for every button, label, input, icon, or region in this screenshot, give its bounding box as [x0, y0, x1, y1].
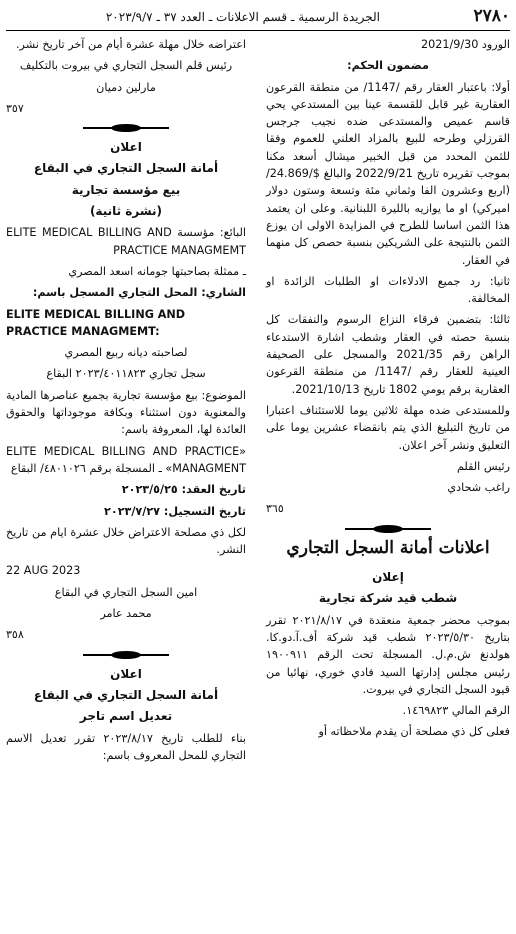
reference-number: ٣٥٧ [6, 101, 24, 115]
header-title: الجريدة الرسمية ـ قسم الاعلانات ـ العدد ٣٧ ـ ٢٠٢٣/٩/٧ [105, 10, 380, 24]
signature-name: راغب شحادي [447, 481, 510, 495]
left-column [6, 36, 246, 768]
continued-signature-name: مارلين دميان [96, 80, 156, 94]
establishment-name: «ELITE MEDICAL BILLING AND PRACTICE MANAGMENT» ـ المسجلة برقم ٤٨٠١٠٢٦/ البقاع [6, 444, 246, 475]
verdict-para-3: ثالثا: بتضمين فرقاء النزاع الرسوم والنفقات كل بنسبة حصته في العقار وشطب اشارة الاستدعاء الراهن رقم 2021/35 والمسجل على الصحيفة العينية للعقار رقم /1147/ من منطقة القرعون العقارية برقم يومي 1802 تاريخ 2021/10/13. [266, 313, 510, 396]
notice-subject: تعديل اسم تاجر [79, 709, 173, 724]
seller-representative: ـ ممثلة بصاحبتها جومانه اسعد المصري [68, 264, 246, 278]
notice-body: بناء للطلب تاريخ ٢٠٢٣/٨/١٧ تقرر تعديل الاسم التجاري للمحل المعروف باسم: [6, 731, 246, 762]
notice-label: اعلان [110, 666, 142, 681]
buyer-name: ELITE MEDICAL BILLING AND PRACTICE MANAGMEMT: [6, 307, 186, 338]
verdict-para-1: أولا: باعتبار العقار رقم /1147/ من منطقة القرعون العقارية غير قابل للقسمة عينا بين المستدعي يحي قاسم عميص والمستدعى ضده نجيب جرجس القرزلي وطرحه للبيع بالمزاد العلني للعموم وفقا للثمن المحدد من قبل الخبير ميشال أسعد مكنا بموجب تقريره تاريخ 2022/9/21 والبالغ $/24.869/ (اربع وعشرون الفا وثماني مئة وتسعة وستون دولار اميركي) او ما يوازيه بالليرة اللبنانية. وعلى ان يعتمد هذا الثمن اساسا للطرح في المزايدة الاولى ان يوزع الثمن بالنتيجة على الشريكين بنسبة حصص كل منهما في العقار. [266, 80, 511, 267]
objection-note: لكل ذي مصلحة الاعتراض خلال عشرة ايام من تاريخ النشر. [6, 525, 246, 557]
page-header [6, 6, 510, 28]
notice-body: بموجب محضر جمعية منعقدة في ٢٠٢١/٨/١٧ تقرر بتاريخ ٢٠٢٣/٥/٣٠ شطب قيد شركة أف.آ.دو.كا. هولدنغ ش.م.ل. المسجلة تحت الرقم ١٩٠٠٩١١ رئيس مجلس إدارتها السيد فادي خوري، نهائيا من قيود السجل التجاري في بيروت. [266, 613, 510, 696]
registration-date: تاريخ التسجيل: ٢٠٢٣/٧/٢٧ [104, 504, 246, 518]
notice-label: اعلان [110, 140, 142, 155]
buyer: الشاري: المحل التجاري المسجل باسم: [32, 286, 246, 300]
section-title: اعلانات أمانة السجل التجاري [286, 537, 490, 558]
signature-title: رئيس القلم [456, 459, 510, 473]
separator-ornament [345, 524, 431, 534]
separator-ornament [83, 123, 169, 133]
notice-subject: بيع مؤسسة تجارية [71, 182, 181, 197]
verdict-heading: مضمون الحكم: [347, 59, 429, 73]
registration: سجل تجاري ٢٠٢٣/٤٠١١٨٢٣ البقاع [46, 367, 206, 381]
right-column [266, 36, 510, 745]
contract-date: تاريخ العقد: ٢٠٢٣/٥/٢٥ [121, 483, 246, 497]
verdict-para-4: وللمستدعى ضده مهلة ثلاثين يوما للاستئناف اعتبارا من تاريخ التبليغ الذي يتم بانقضاء عشرين يوما على التعليق ونشر آخر اعلان. [266, 403, 510, 452]
reference-number: ٣٦٥ [266, 502, 284, 516]
notice-edition: (نشرة ثانية) [89, 204, 163, 219]
owner: لصاحبته ديانه ربيع المصري [64, 346, 188, 360]
arrival-date: الورود 2021/9/30 [420, 38, 510, 51]
separator-ornament [83, 650, 169, 660]
page-number: ٢٧٨٠ [473, 6, 510, 26]
notice-label: إعلان [372, 570, 404, 585]
verdict-para-2: ثانيا: رد جميع الادلاءات او الطلبات الزائدة او المخالفة. [266, 274, 510, 306]
notice-subject: شطب قيد شركة تجارية [318, 591, 458, 606]
reference-number: ٣٥٨ [6, 628, 24, 642]
continued-text: اعتراضه خلال مهلة عشرة أيام من آخر تاريخ نشر. [16, 38, 246, 51]
signature-name: محمد عامر [100, 607, 152, 621]
signature-title: امين السجل التجاري في البقاع [54, 585, 198, 599]
notice-authority: أمانة السجل التجاري في البقاع [33, 687, 219, 702]
financial-number: الرقم المالي ١٤٦٩٨٢٣. [402, 704, 510, 718]
notice-end: فعلى كل ذي مصلحة أن يقدم ملاحظاته أو [318, 725, 510, 739]
continued-signature-title: رئيس قلم السجل التجاري في بيروت بالتكليف [19, 59, 233, 73]
subject-line: الموضوع: بيع مؤسسة تجارية بجميع عناصرها المادية والمعنوية دون استثناء وبكافة موجوداتها والحقوق العائدة لها، المعروفة باسم: [6, 388, 246, 437]
header-rule [6, 30, 510, 31]
seller: البائع: مؤسسة ELITE MEDICAL BILLING AND PRACTICE MANAGMEMT [6, 226, 246, 257]
notice-authority: أمانة السجل التجاري في البقاع [33, 161, 219, 176]
stamp-date: 22 AUG 2023 [6, 564, 81, 578]
